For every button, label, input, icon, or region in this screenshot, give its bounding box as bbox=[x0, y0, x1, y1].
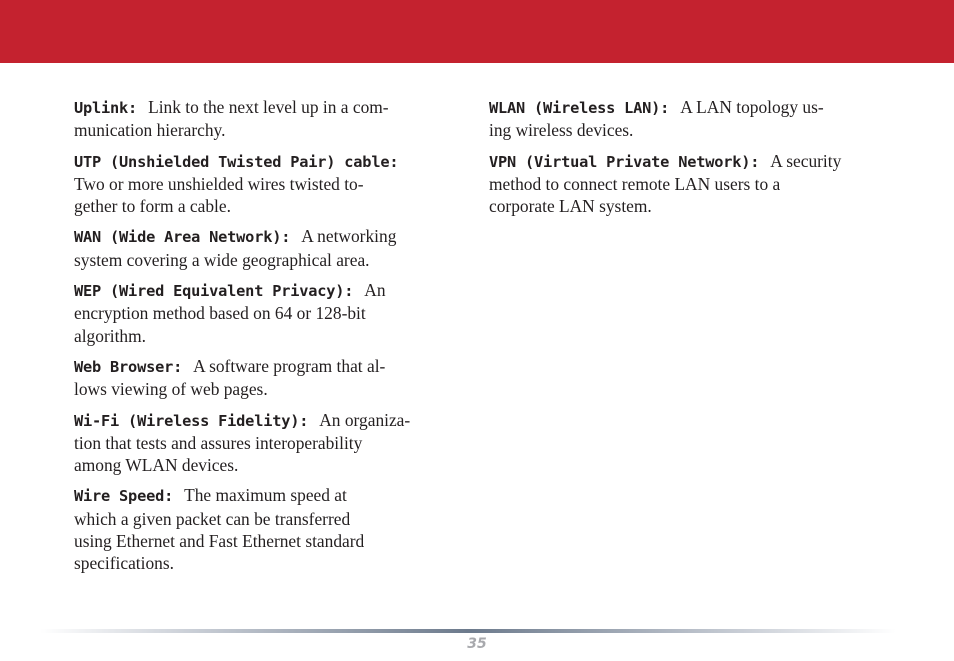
glossary-definition: The maximum speed at which a given packet can be transferred using Ethernet and Fast Ethernet standard specifications. bbox=[74, 485, 365, 574]
glossary-term: VPN (Virtual Private Network): bbox=[489, 152, 760, 171]
glossary-term: Uplink: bbox=[74, 99, 138, 117]
glossary-entry-web-browser bbox=[74, 355, 466, 401]
glossary-term: UTP (Unshielded Twisted Pair) cable: bbox=[74, 152, 399, 171]
glossary-term: WEP (Wired Equivalent Privacy): bbox=[74, 282, 354, 301]
glossary-entry-uplink bbox=[74, 96, 466, 142]
glossary-definition: A networking system covering a wide geographical area. bbox=[74, 226, 397, 270]
page-number: 35 bbox=[467, 636, 487, 652]
glossary-column-left bbox=[74, 96, 466, 583]
glossary-term: Web Browser: bbox=[74, 357, 183, 376]
glossary-definition: Link to the next level up in a com- munication hierarchy. bbox=[74, 97, 389, 141]
glossary-definition: A LAN topology us- ing wireless devices. bbox=[489, 97, 824, 141]
glossary-entry-utp bbox=[74, 150, 466, 218]
glossary-entry-wan bbox=[74, 225, 466, 271]
glossary-term: Wi-Fi (Wireless Fidelity): bbox=[74, 411, 309, 430]
glossary-entry-vpn bbox=[489, 150, 884, 218]
glossary-definition: A security method to connect remote LAN users to a corporate LAN system. bbox=[489, 150, 842, 217]
glossary-entry-wi-fi bbox=[74, 409, 466, 477]
footer-divider bbox=[40, 629, 896, 633]
glossary-column-right bbox=[489, 96, 884, 225]
glossary-definition: An encryption method based on 64 or 128-bit algorithm. bbox=[74, 280, 386, 346]
glossary-definition: Two or more unshielded wires twisted to- gether to form a cable. bbox=[74, 173, 364, 217]
glossary-definition: An organiza- tion that tests and assures interoperability among WLAN devices. bbox=[74, 409, 411, 476]
glossary-entry-wep bbox=[74, 279, 466, 347]
glossary-term: WAN (Wide Area Network): bbox=[74, 228, 291, 247]
glossary-term: WLAN (Wireless LAN): bbox=[489, 99, 670, 117]
glossary-entry-wire-speed bbox=[74, 484, 466, 574]
header-bar bbox=[0, 0, 954, 63]
glossary-definition: A software program that al- lows viewing of web pages. bbox=[74, 355, 386, 400]
glossary-term: Wire Speed: bbox=[74, 487, 174, 506]
glossary-entry-wlan bbox=[489, 96, 884, 142]
